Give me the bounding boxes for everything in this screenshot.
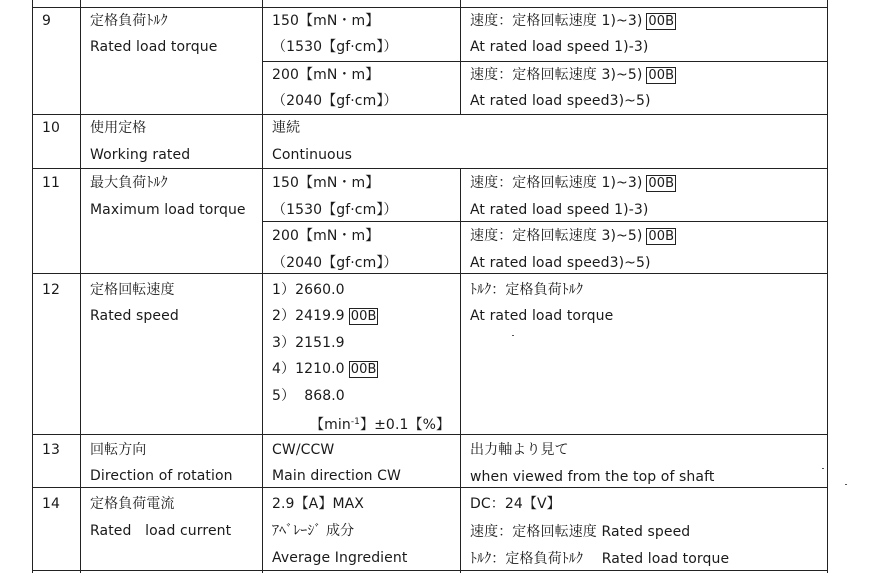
- condition-line: ﾄﾙｸ：定格負荷ﾄﾙｸ Rated load torque: [470, 551, 730, 567]
- speed-value: [272, 281, 345, 299]
- condition-line: [470, 174, 676, 193]
- row-number: 11: [42, 175, 61, 191]
- value-line: ｱﾍﾞﾚｰｼﾞ 成分: [272, 523, 355, 539]
- item-name-en: Working rated: [90, 147, 191, 163]
- row-divider: [32, 487, 828, 488]
- row-divider: [32, 168, 828, 169]
- condition-line: At rated load speed3)~5): [470, 93, 651, 109]
- item-name-en: Maximum load torque: [90, 202, 246, 218]
- condition-text: 速度：定格回転速度 3)~5): [470, 67, 643, 83]
- item-name-jp: 回転方向: [90, 442, 147, 458]
- row-divider: [32, 570, 828, 571]
- value-line: 200【mN・m】: [272, 67, 380, 83]
- column-divider-value: [460, 273, 461, 434]
- row-number: 9: [42, 13, 52, 29]
- row-number: 10: [42, 120, 61, 136]
- row-number: 14: [42, 496, 61, 512]
- value-line: 2.9【A】MAX: [272, 496, 364, 512]
- condition-line: ﾄﾙｸ：定格負荷ﾄﾙｸ: [470, 282, 584, 298]
- scan-speck: [512, 335, 514, 336]
- value-line: （2040【gf·cm】）: [272, 255, 398, 271]
- revision-badge: 00B: [648, 176, 675, 191]
- value-line: （1530【gf·cm】）: [272, 202, 398, 218]
- block-divider: [262, 61, 828, 62]
- unit-text: 】±0.1【%】: [360, 417, 451, 433]
- row-number: 13: [42, 442, 61, 458]
- row-divider: [32, 273, 828, 274]
- speed-label: 1）2660.0: [272, 282, 345, 298]
- condition-line: At rated load speed 1)-3): [470, 39, 649, 55]
- condition-line: At rated load torque: [470, 308, 614, 324]
- value-line: 150【mN・m】: [272, 175, 380, 191]
- table-left-border: [32, 0, 33, 573]
- condition-line: At rated load speed3)~5): [470, 255, 651, 271]
- revision-badge: 00B: [648, 14, 675, 29]
- speed-unit: [310, 413, 450, 434]
- scan-speck: [822, 468, 824, 469]
- column-divider-value: [460, 487, 461, 573]
- value-line: Main direction CW: [272, 468, 401, 484]
- value-line: 連続: [272, 120, 301, 136]
- item-name-en: Rated load current: [90, 523, 232, 539]
- column-divider-value: [460, 0, 461, 114]
- item-name-jp: 定格負荷ﾄﾙｸ: [90, 13, 168, 29]
- speed-value: [272, 307, 378, 326]
- block-divider: [262, 221, 828, 222]
- condition-line: [470, 227, 676, 246]
- item-name-jp: 最大負荷ﾄﾙｸ: [90, 175, 168, 191]
- condition-text: 速度：定格回転速度 1)~3): [470, 175, 643, 191]
- speed-label: 2）2419.9: [272, 308, 345, 324]
- revision-badge: 00B: [648, 229, 675, 244]
- row-divider: [32, 434, 828, 435]
- condition-line: 速度：定格回転速度 Rated speed: [470, 524, 691, 540]
- speed-label: 3）2151.9: [272, 335, 345, 351]
- item-name-jp: 定格負荷電流: [90, 496, 175, 512]
- revision-badge: 00B: [350, 362, 377, 377]
- condition-line: 出力軸より見て: [470, 442, 569, 458]
- value-line: Continuous: [272, 147, 353, 163]
- item-name-jp: 定格回転速度: [90, 282, 175, 298]
- column-divider-number: [80, 0, 81, 573]
- value-line: 200【mN・m】: [272, 228, 380, 244]
- speed-value: [272, 334, 345, 352]
- condition-line: [470, 66, 676, 85]
- condition-line: [470, 12, 676, 31]
- condition-line: DC：24【V】: [470, 496, 561, 512]
- speed-label: 4）1210.0: [272, 361, 345, 377]
- speed-label: 5） 868.0: [272, 388, 345, 404]
- revision-badge: 00B: [350, 309, 377, 324]
- value-line: CW/CCW: [272, 442, 335, 458]
- revision-badge: 00B: [648, 68, 675, 83]
- value-line: （1530【gf·cm】）: [272, 39, 398, 55]
- column-divider-item: [262, 0, 263, 573]
- row-divider: [32, 7, 828, 8]
- item-name-en: Rated speed: [90, 308, 179, 324]
- unit-text: 【min: [310, 417, 351, 433]
- item-name-en: Direction of rotation: [90, 468, 233, 484]
- speed-value: [272, 387, 345, 405]
- speed-value: [272, 360, 378, 379]
- condition-text: 速度：定格回転速度 1)~3): [470, 13, 643, 29]
- row-number: 12: [42, 282, 61, 298]
- condition-line: when viewed from the top of shaft: [470, 469, 715, 485]
- column-divider-value: [460, 168, 461, 273]
- value-line: （2040【gf·cm】）: [272, 93, 398, 109]
- item-name-jp: 使用定格: [90, 120, 147, 136]
- column-divider-value: [460, 434, 461, 487]
- table-right-border: [827, 0, 828, 573]
- row-divider: [32, 114, 828, 115]
- value-line: Average Ingredient: [272, 550, 408, 566]
- value-line: 150【mN・m】: [272, 13, 380, 29]
- item-name-en: Rated load torque: [90, 39, 218, 55]
- scan-speck: [845, 484, 847, 485]
- condition-line: At rated load speed 1)-3): [470, 202, 649, 218]
- condition-text: 速度：定格回転速度 3)~5): [470, 228, 643, 244]
- unit-exponent: -1: [350, 417, 360, 427]
